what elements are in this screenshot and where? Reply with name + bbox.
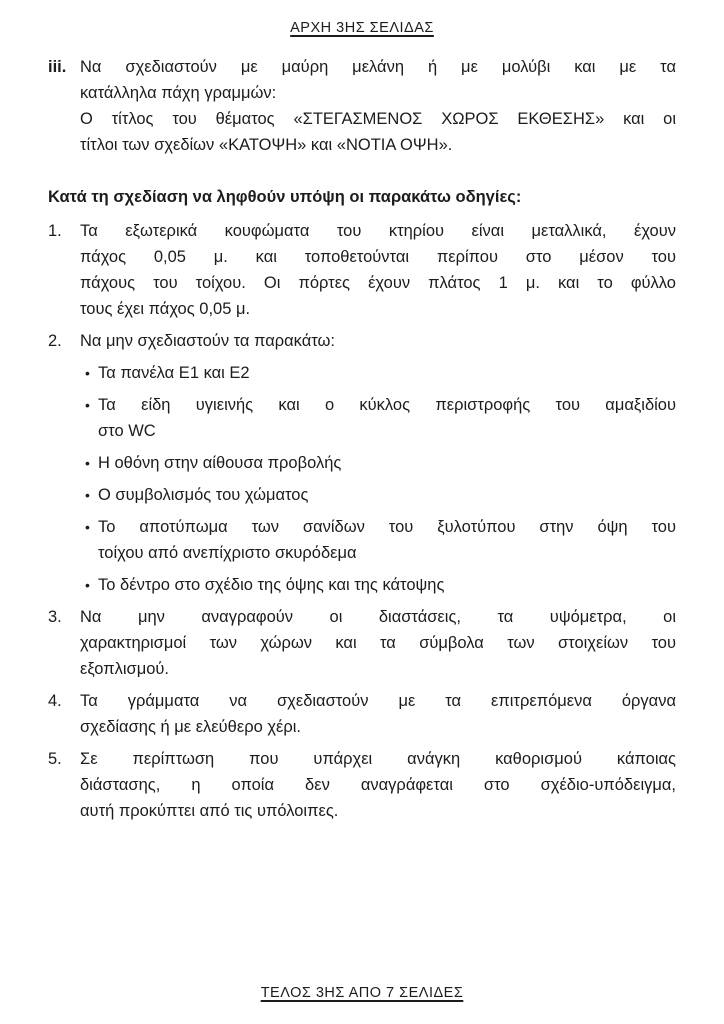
item-iii-text xyxy=(80,54,676,106)
bullet-text xyxy=(98,514,676,566)
text-line: εξοπλισμού. xyxy=(80,660,170,678)
numbered-item-1 xyxy=(48,218,676,322)
item-iii-sub-text xyxy=(80,106,676,158)
page-header-text: ΑΡΧΗ 3ΗΣ ΣΕΛΙΔΑΣ xyxy=(290,20,434,36)
text-line: διάστασης, η οποία δεν αναγράφεται στο σχέδιο-υπόδειγμα, xyxy=(80,776,676,794)
numbered-item-3 xyxy=(48,604,676,682)
numbered-item-4-number: 4. xyxy=(48,692,62,710)
text-line: Σε περίπτωση που υπάρχει ανάγκη καθορισμού κάποιας xyxy=(80,750,676,768)
bullet-text xyxy=(98,572,676,598)
numbered-item-2 xyxy=(48,328,676,598)
text-line: τους έχει πάχος 0,05 μ. xyxy=(80,300,251,318)
numbered-item-2-number: 2. xyxy=(48,332,62,350)
text-line: πάχους του τοίχου. Οι πόρτες έχουν πλάτος 1 μ. και το φύλλο xyxy=(80,274,676,292)
numbered-item-1-text xyxy=(80,218,676,322)
text-line: Τα είδη υγιεινής και ο κύκλος περιστροφής του αμαξιδίου xyxy=(98,396,676,414)
text-line: τίτλοι των σχεδίων «ΚΑΤΟΨΗ» και «ΝΟΤΙΑ ΟΨΗ». xyxy=(80,136,453,154)
bullet-icon: • xyxy=(85,577,90,593)
bullet-text xyxy=(98,392,676,444)
bullet-icon: • xyxy=(85,397,90,413)
item-iii-number: iii. xyxy=(48,58,67,76)
bullet-item-soil-symbol xyxy=(80,482,676,508)
instructions-heading: Κατά τη σχεδίαση να ληφθούν υπόψη οι παρακάτω οδηγίες: xyxy=(48,188,522,206)
numbered-item-5-text xyxy=(80,746,676,824)
bullet-icon: • xyxy=(85,455,90,471)
numbered-item-4 xyxy=(48,688,676,740)
numbered-item-3-number: 3. xyxy=(48,608,62,626)
text-line: κατάλληλα πάχη γραμμών: xyxy=(80,84,277,102)
text-line: χαρακτηρισμοί των χώρων και τα σύμβολα των στοιχείων του xyxy=(80,634,676,652)
text-line: Η οθόνη στην αίθουσα προβολής xyxy=(98,454,342,472)
text-line: Τα πανέλα Ε1 και Ε2 xyxy=(98,364,250,382)
numbered-item-2-body xyxy=(80,328,676,598)
text-line: στο WC xyxy=(98,422,156,440)
bullet-icon: • xyxy=(85,365,90,381)
numbered-item-2-text xyxy=(80,328,676,354)
text-line: Ο τίτλος του θέματος «ΣΤΕΓΑΣΜΕΝΟΣ ΧΩΡΟΣ ΕΚΘΕΣΗΣ» και οι xyxy=(80,110,676,128)
text-line: αυτή προκύπτει από τις υπόλοιπες. xyxy=(80,802,339,820)
text-line: Το δέντρο στο σχέδιο της όψης και της κάτοψης xyxy=(98,576,445,594)
numbered-item-3-text xyxy=(80,604,676,682)
bullet-item-formwork xyxy=(80,514,676,566)
text-line: Τα εξωτερικά κουφώματα του κτηρίου είναι μεταλλικά, έχουν xyxy=(80,222,676,240)
text-line: τοίχου από ανεπίχριστο σκυρόδεμα xyxy=(98,544,357,562)
bullet-text xyxy=(98,360,676,386)
page-header xyxy=(48,18,676,38)
bullet-item-panels xyxy=(80,360,676,386)
item-iii-subparagraph xyxy=(48,106,676,158)
text-line: Το αποτύπωμα των σανίδων του ξυλοτύπου στην όψη του xyxy=(98,518,676,536)
bullet-item-sanitary xyxy=(80,392,676,444)
text-line: πάχος 0,05 μ. και τοποθετούνται περίπου στο μέσον του xyxy=(80,248,676,266)
text-line: Ο συμβολισμός του χώματος xyxy=(98,486,309,504)
text-line: Να σχεδιαστούν με μαύρη μελάνη ή με μολύβι και με τα xyxy=(80,58,676,76)
numbered-item-5 xyxy=(48,746,676,824)
page-footer xyxy=(0,984,724,1002)
page-footer-text: ΤΕΛΟΣ 3ΗΣ ΑΠΟ 7 ΣΕΛΙΔΕΣ xyxy=(260,985,464,1001)
bullet-item-tree xyxy=(80,572,676,598)
numbered-item-5-number: 5. xyxy=(48,750,62,768)
numbered-item-4-text xyxy=(80,688,676,740)
bullet-icon: • xyxy=(85,487,90,503)
item-iii-sub-spacer xyxy=(48,106,80,158)
text-line: Τα γράμματα να σχεδιαστούν με τα επιτρεπόμενα όργανα xyxy=(80,692,676,710)
bullet-text xyxy=(98,482,676,508)
text-line: σχεδίασης ή με ελεύθερο χέρι. xyxy=(80,718,302,736)
text-line: Να μην αναγραφούν οι διαστάσεις, τα υψόμετρα, οι xyxy=(80,608,676,626)
numbered-item-1-number: 1. xyxy=(48,222,62,240)
bullet-text xyxy=(98,450,676,476)
bullet-item-screen xyxy=(80,450,676,476)
bullet-icon: • xyxy=(85,519,90,535)
item-iii xyxy=(48,54,676,106)
text-line: Να μην σχεδιαστούν τα παρακάτω: xyxy=(80,332,336,350)
